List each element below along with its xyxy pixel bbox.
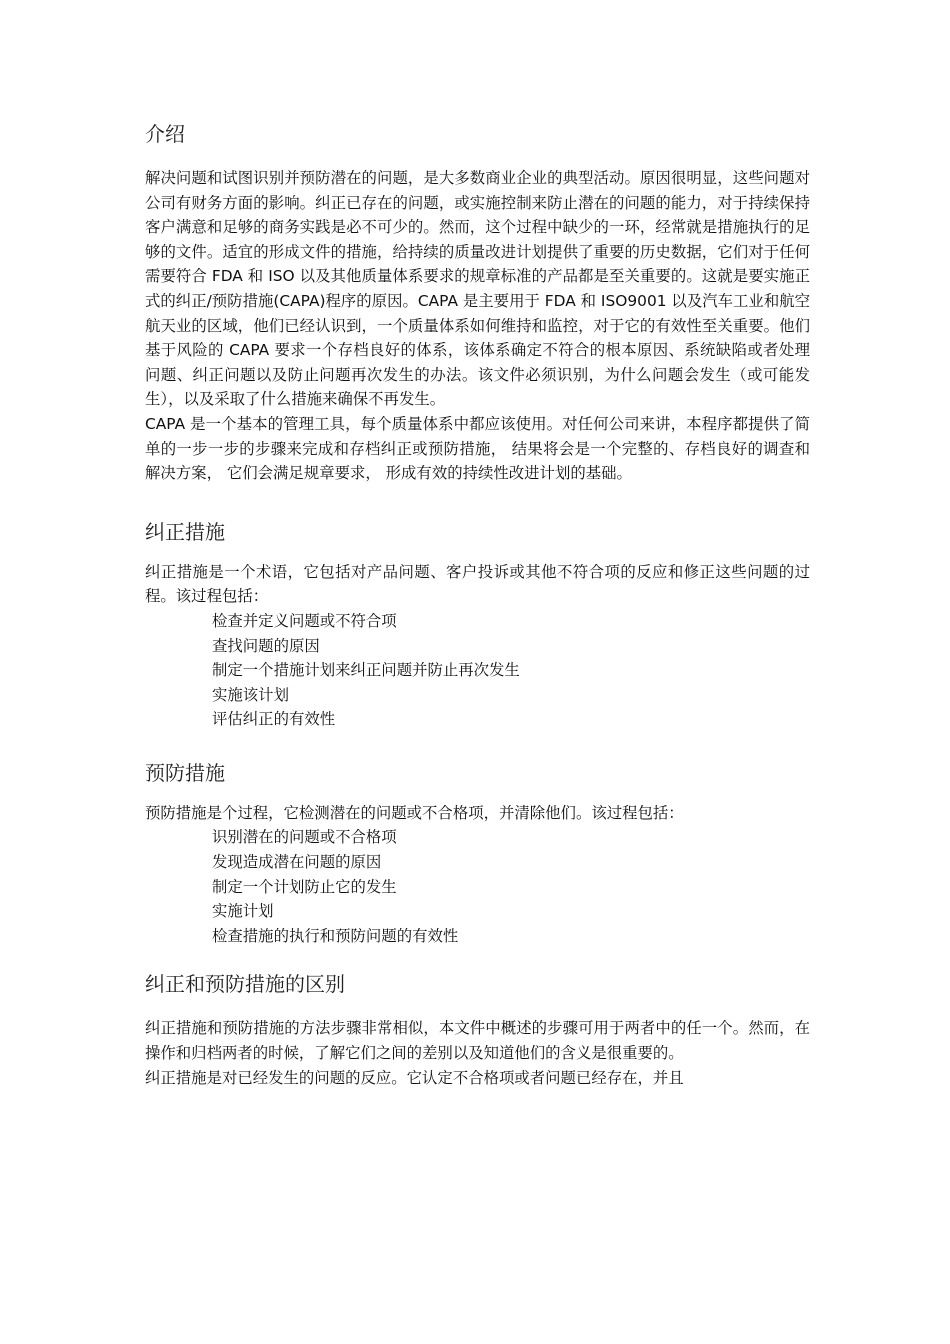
section-title-difference: 纠正和预防措施的区别 xyxy=(145,972,345,997)
section-intro xyxy=(145,118,810,486)
section-difference xyxy=(145,968,810,1090)
list-item: 实施计划 xyxy=(212,902,274,921)
list-item: 识别潜在的问题或不合格项 xyxy=(212,828,397,847)
list-item: 查找问题的原因 xyxy=(212,636,320,655)
list-item: 检查并定义问题或不符合项 xyxy=(212,611,397,630)
list-item: 评估纠正的有效性 xyxy=(212,710,336,729)
intro-paragraph-2: CAPA 是一个基本的管理工具，每个质量体系中都应该使用。对任何公司来讲，本程序都提供了简单的一步一步的步骤来完成和存档纠正或预防措施， 结果将会是一个完整的、存档良好的调查和解决方案， 它们会满足规章要求， 形成有效的持续性改进计划的基础。 xyxy=(145,414,810,483)
corrective-action-intro: 纠正措施是一个术语，它包括对产品问题、客户投诉或其他不符合项的反应和修正这些问题的过程。该过程包括： xyxy=(145,562,810,606)
section-title-corrective-action: 纠正措施 xyxy=(145,519,225,544)
list-item: 制定一个计划防止它的发生 xyxy=(212,877,397,896)
list-item: 实施该计划 xyxy=(212,685,289,704)
section-title-preventive-action: 预防措施 xyxy=(145,760,225,785)
list-item: 发现造成潜在问题的原因 xyxy=(212,853,382,872)
section-title-intro: 介绍 xyxy=(145,122,185,146)
section-preventive-action xyxy=(145,757,810,949)
document-body xyxy=(145,118,810,1090)
preventive-action-intro: 预防措施是个过程，它检测潜在的问题或不合格项，并清除他们。该过程包括： xyxy=(145,803,684,822)
preventive-action-steps xyxy=(145,825,810,948)
difference-paragraph-2: 纠正措施是对已经发生的问题的反应。它认定不合格项或者问题已经存在，并且 xyxy=(145,1068,684,1087)
list-item: 检查措施的执行和预防问题的有效性 xyxy=(212,926,459,945)
list-item: 制定一个措施计划来纠正问题并防止再次发生 xyxy=(212,661,520,680)
section-corrective-action xyxy=(145,516,810,732)
corrective-action-steps xyxy=(145,609,810,732)
intro-paragraph-1: 解决问题和试图识别并预防潜在的问题，是大多数商业企业的典型活动。原因很明显，这些问题对公司有财务方面的影响。纠正已存在的问题，或实施控制来防止潜在的问题的能力，对于持续保持客户满意和足够的商务实践是必不可少的。然而，这个过程中缺少的一环，经常就是措施执行的足够的文件。适宜的形成文件的措施，给持续的质量改进计划提供了重要的历史数据，它们对于任何需要符合 FDA 和 ISO 以及其他质量体系要求的规章标准的产品都是至关重要的。这就是要实施正式的纠正/预防措施(CAPA)程序的原因。CAPA 是主要用于 FDA 和 ISO9001 以及汽车工业和航空航天业的区域，他们已经认识到，一个质量体系如何维持和监控，对于它的有效性至关重要。他们基于风险的 CAPA 要求一个存档良好的体系，该体系确定不符合的根本原因、系统缺陷或者处理问题、纠正问题以及防止问题再次发生的办法。该文件必须识别，为什么问题会发生（或可能发生），以及采取了什么措施来确保不再发生。 xyxy=(145,169,810,409)
difference-paragraph-1: 纠正措施和预防措施的方法步骤非常相似，本文件中概述的步骤可用于两者中的任一个。然而，在操作和归档两者的时候，了解它们之间的差别以及知道他们的含义是很重要的。 xyxy=(145,1019,810,1063)
